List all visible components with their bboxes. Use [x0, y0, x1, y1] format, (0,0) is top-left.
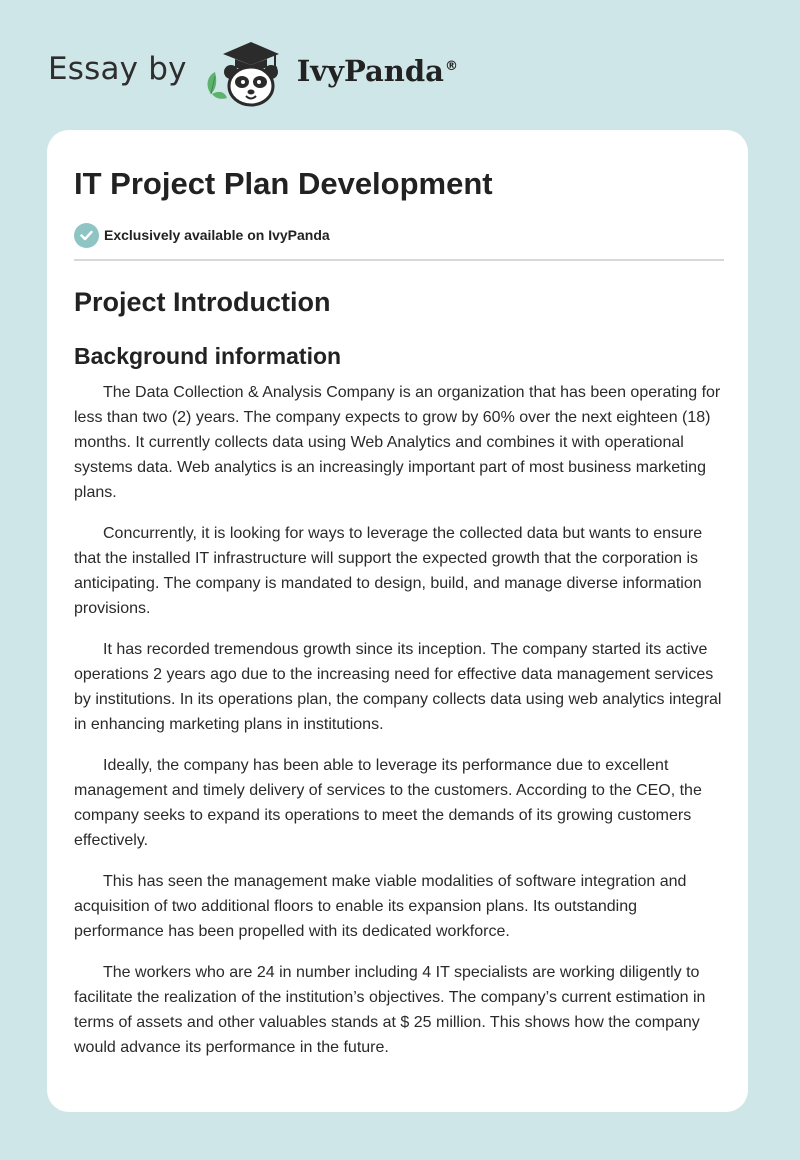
- divider: [74, 259, 724, 261]
- paragraph: Ideally, the company has been able to leverage its performance due to excellent management and timely delivery of services to the customers. According to the CEO, the company seeks to expand its operations to meet the demands of its growing customers effectively.: [74, 757, 702, 849]
- leaf-icon: [207, 72, 226, 99]
- paragraph: It has recorded tremendous growth since its inception. The company started its active operations 2 years ago due to the increasing need for effective data management services by institutions. In its operations plan, the company collects data using web analytics integral in enhancing marketing plans in institutions.: [74, 641, 722, 733]
- panda-logo-icon: [203, 36, 295, 108]
- brand-name: IvyPanda®: [296, 54, 458, 88]
- section-heading: Project Introduction: [74, 287, 331, 317]
- check-icon: [74, 223, 99, 248]
- paragraph: The workers who are 24 in number including 4 IT specialists are working diligently to facilitate the realization of the institution’s objectives. The company’s current estimation in terms of assets and other valuables stands at $ 25 million. This shows how the company would advance its performance in the future.: [74, 964, 706, 1056]
- exclusive-label: Exclusively available on IvyPanda: [104, 227, 330, 243]
- essay-title: IT Project Plan Development: [74, 166, 493, 201]
- subsection-heading: Background information: [74, 343, 342, 369]
- paragraph: The Data Collection & Analysis Company is an organization that has been operating for less than two (2) years. The company expects to grow by 60% over the next eighteen (18) months. It currently collects data using Web Analytics and combines it with operational systems data. Web analytics is an increasingly important part of most business marketing plans.: [74, 384, 721, 501]
- paragraph: This has seen the management make viable modalities of software integration and acquisition of two additional floors to enable its expansion plans. Its outstanding performance has been propelled with its dedicated workforce.: [74, 873, 687, 940]
- registered-mark: ®: [444, 59, 458, 75]
- essay-card: [47, 130, 748, 1112]
- exclusive-badge: [74, 222, 724, 248]
- paragraph: Concurrently, it is looking for ways to leverage the collected data but wants to ensure that the installed IT infrastructure will support the expected growth that the corporation is anticipating. The company is mandated to design, build, and manage diverse information provisions.: [74, 525, 703, 617]
- essay-content: [74, 164, 724, 1060]
- brand-header[interactable]: [48, 36, 458, 108]
- brand-prefix: Essay by: [48, 51, 187, 87]
